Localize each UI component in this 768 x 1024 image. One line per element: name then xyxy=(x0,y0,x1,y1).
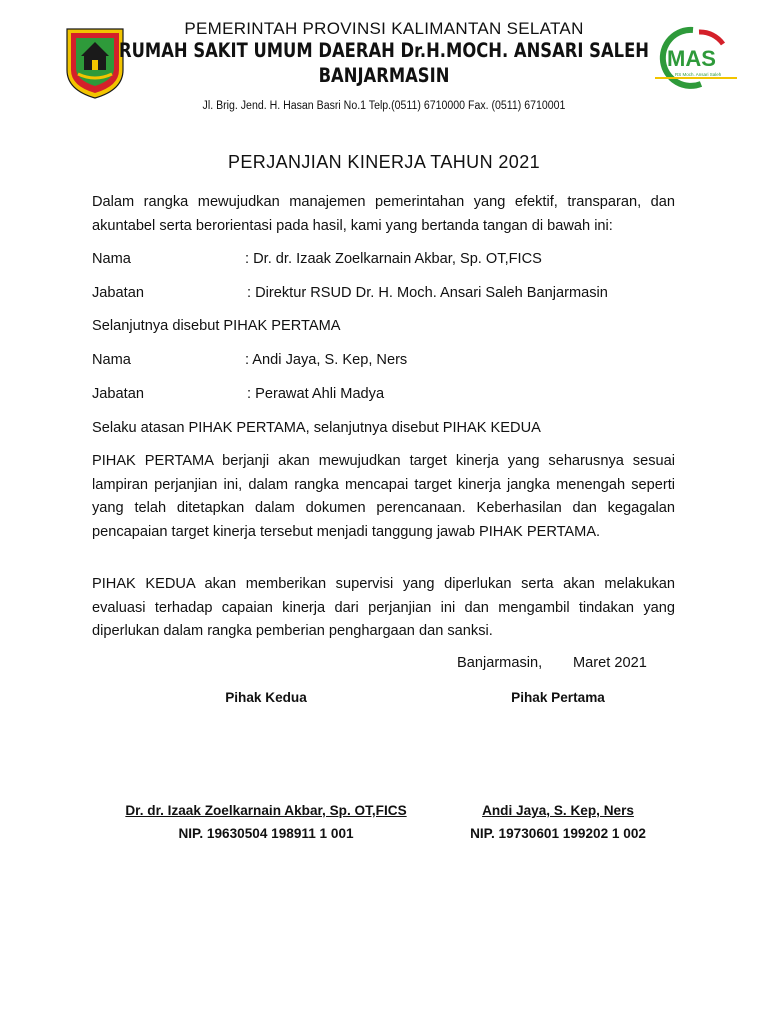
left-signatory-role: Pihak Kedua xyxy=(225,690,307,705)
party2-name-label: Nama xyxy=(92,352,131,368)
document-title: PERJANJIAN KINERJA TAHUN 2021 xyxy=(227,152,541,172)
obligation-paragraph: PIHAK PERTAMA berjanji akan mewujudkan target kinerja yang seharusnya sesuai lampiran perjanjian ini, dalam rangka mencapai target kinerja jangka menengah seperti yang telah ditetapkan dalam dokumen perencanaan. Keberhasilan dan kegagalan pencapaian target kinerja tersebut menjadi tanggung jawab PIHAK PERTAMA. xyxy=(92,453,675,540)
party2-name-value: : Andi Jaya, S. Kep, Ners xyxy=(245,352,408,368)
party1-name-label: Nama xyxy=(92,251,131,267)
hospital-name-line1: RUMAH SAKIT UMUM DAERAH Dr.H.MOCH. ANSARI SALEH xyxy=(119,39,649,62)
party1-designation: Selanjutnya disebut PIHAK PERTAMA xyxy=(92,318,341,334)
mas-logo-text: MAS xyxy=(667,46,716,71)
party2-position-label: Jabatan xyxy=(92,386,144,402)
left-signatory-nip: NIP. 19630504 198911 1 001 xyxy=(178,826,354,841)
party2-designation: Selaku atasan PIHAK PERTAMA, selanjutnya disebut PIHAK KEDUA xyxy=(92,420,541,436)
signing-place: Banjarmasin, xyxy=(457,655,543,671)
intro-paragraph: Dalam rangka mewujudkan manajemen pemerintahan yang efektif, transparan, dan akuntabel serta berorientasi pada hasil, kami yang bertanda tangan di bawah ini: xyxy=(92,194,675,234)
left-signatory-name: Dr. dr. Izaak Zoelkarnain Akbar, Sp. OT,FICS xyxy=(125,803,407,818)
supervision-paragraph: PIHAK KEDUA akan memberikan supervisi yang diperlukan serta akan melakukan evaluasi terhadap capaian kinerja dari perjanjian ini dan mengambil tindakan yang diperlukan dalam rangka pemberian penghargaan dan sanksi. xyxy=(92,576,675,639)
government-name: PEMERINTAH PROVINSI KALIMANTAN SELATAN xyxy=(184,19,584,38)
hospital-address: Jl. Brig. Jend. H. Hasan Basri No.1 Telp.(0511) 6710000 Fax. (0511) 6710001 xyxy=(202,100,566,112)
party1-position-value: : Direktur RSUD Dr. H. Moch. Ansari Saleh Banjarmasin xyxy=(247,285,608,301)
right-signatory-nip: NIP. 19730601 199202 1 002 xyxy=(470,826,646,841)
hospital-name xyxy=(61,38,706,88)
hospital-name-line2: BANJARMASIN xyxy=(318,64,450,87)
mas-hospital-logo xyxy=(653,24,739,92)
party1-name-value: : Dr. dr. Izaak Zoelkarnain Akbar, Sp. OT,FICS xyxy=(245,251,542,267)
party2-position-value: : Perawat Ahli Madya xyxy=(247,386,385,402)
signing-date: Maret 2021 xyxy=(573,655,647,671)
right-signatory-role: Pihak Pertama xyxy=(511,690,605,705)
mas-logo-subtext: RS Moch. Ansari Saleh xyxy=(675,72,722,77)
party1-position-label: Jabatan xyxy=(92,285,144,301)
right-signatory-name: Andi Jaya, S. Kep, Ners xyxy=(482,803,634,818)
